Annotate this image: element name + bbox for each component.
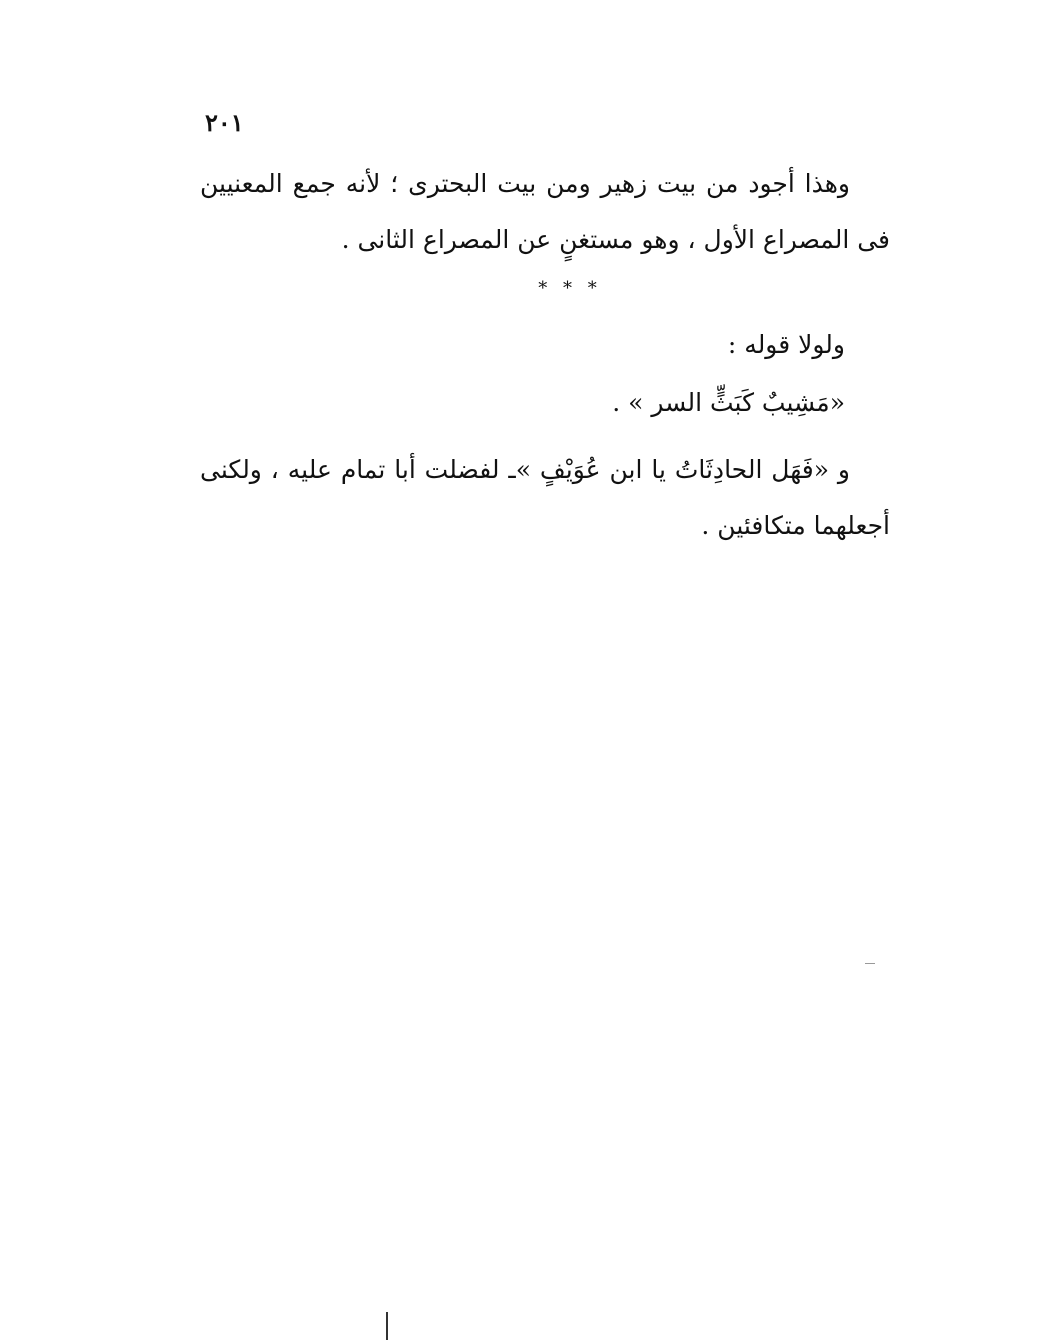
- quoted-verse: «مَشِيبٌ كَبَثٍّ السر » .: [612, 388, 845, 417]
- section-separator: * * *: [538, 278, 602, 299]
- paragraph-conclusion: و «فَهَل الحادِثَاتُ يا ابن عُوَيْفٍ »ـ لفضلت أبا تمام عليه ، ولكنى أجعلهما متكافئين .: [200, 455, 890, 540]
- scan-artifact-mark: [386, 1312, 388, 1340]
- scan-artifact-dash: [865, 963, 875, 964]
- page-number: ٢٠١: [205, 108, 244, 137]
- paragraph-comparison: وهذا أجود من بيت زهير ومن بيت البحترى ؛ لأنه جمع المعنيين فى المصراع الأول ، وهو مستغنٍ عن المصراع الثانى .: [200, 169, 890, 254]
- intro-line: ولولا قوله :: [727, 330, 845, 359]
